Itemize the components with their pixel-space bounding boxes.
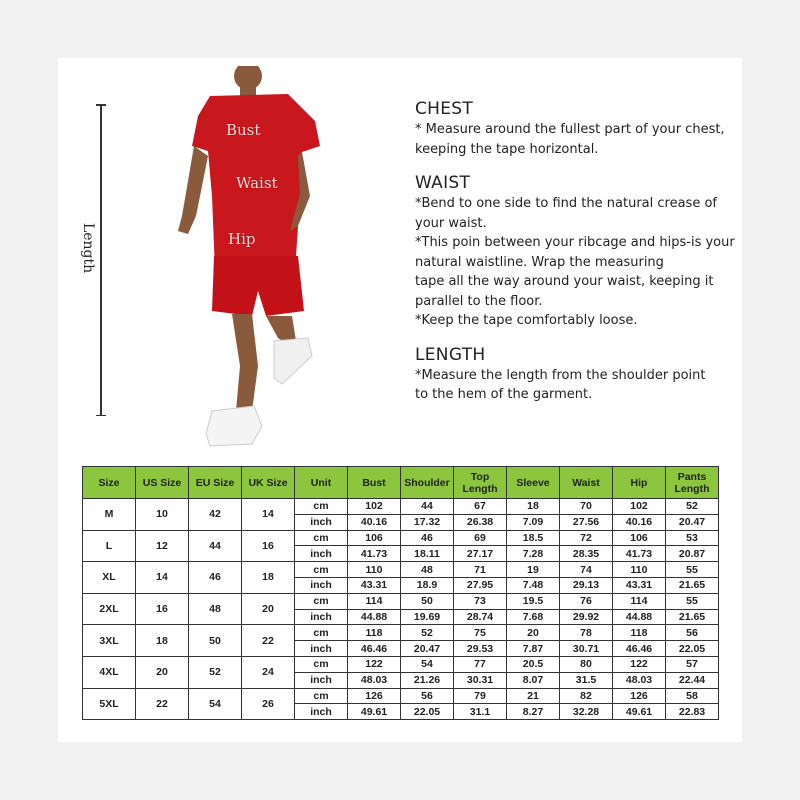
column-header: Bust: [348, 467, 401, 499]
measurement-cell: 48.03: [613, 672, 666, 688]
measurement-cell: 110: [613, 562, 666, 578]
column-header: Unit: [295, 467, 348, 499]
measurement-cell: 20.5: [507, 656, 560, 672]
measurement-cell: 29.53: [454, 641, 507, 657]
measurement-cell: 70: [560, 499, 613, 515]
measurement-cell: 22.44: [666, 672, 719, 688]
us-size-cell: 20: [136, 656, 189, 688]
length-ruler: [96, 104, 106, 416]
measurement-cell: 106: [348, 530, 401, 546]
unit-cell: inch: [295, 672, 348, 688]
unit-cell: cm: [295, 656, 348, 672]
unit-cell: inch: [295, 704, 348, 720]
measurement-cell: 56: [666, 625, 719, 641]
measurement-cell: 126: [613, 688, 666, 704]
measurement-cell: 82: [560, 688, 613, 704]
measurement-cell: 22.83: [666, 704, 719, 720]
measurement-cell: 20.87: [666, 546, 719, 562]
us-size-cell: 14: [136, 562, 189, 594]
unit-cell: cm: [295, 625, 348, 641]
info-section-length: [415, 344, 735, 405]
instruction-line: *Measure the length from the shoulder point: [415, 367, 706, 383]
measurement-cell: 29.13: [560, 577, 613, 593]
waist-label: Waist: [236, 174, 278, 192]
measurement-cell: 71: [454, 562, 507, 578]
measurement-cell: 75: [454, 625, 507, 641]
measurement-cell: 17.32: [401, 514, 454, 530]
instruction-line: to the hem of the garment.: [415, 387, 593, 402]
size-cell: XL: [83, 562, 136, 594]
table-row: [83, 593, 719, 609]
us-size-cell: 16: [136, 593, 189, 625]
measurement-cell: 27.17: [454, 546, 507, 562]
size-cell: 3XL: [83, 625, 136, 657]
instruction-line: *Bend to one side to find the natural crease of: [415, 196, 717, 211]
size-table: [82, 466, 719, 720]
measurement-cell: 114: [613, 593, 666, 609]
measurement-cell: 44: [401, 499, 454, 515]
measurement-cell: 26.38: [454, 514, 507, 530]
length-label: Length: [80, 222, 96, 274]
measurement-cell: 54: [401, 656, 454, 672]
measurement-cell: 31.5: [560, 672, 613, 688]
unit-cell: cm: [295, 530, 348, 546]
unit-cell: cm: [295, 593, 348, 609]
info-section-waist: [415, 172, 735, 331]
table-row: [83, 656, 719, 672]
measurement-cell: 8.27: [507, 704, 560, 720]
measurement-cell: 27.56: [560, 514, 613, 530]
measurement-cell: 79: [454, 688, 507, 704]
measurement-cell: 41.73: [613, 546, 666, 562]
measurement-cell: 67: [454, 499, 507, 515]
unit-cell: inch: [295, 641, 348, 657]
measurement-cell: 46.46: [348, 641, 401, 657]
measurement-cell: 43.31: [348, 577, 401, 593]
measurement-cell: 46: [401, 530, 454, 546]
uk-size-cell: 24: [242, 656, 295, 688]
measurement-cell: 40.16: [613, 514, 666, 530]
instruction-line: *Keep the tape comfortably loose.: [415, 313, 638, 328]
measurement-instructions: [415, 98, 735, 418]
measurement-cell: 48.03: [348, 672, 401, 688]
measurement-cell: 27.95: [454, 577, 507, 593]
measurement-cell: 7.28: [507, 546, 560, 562]
measurement-cell: 52: [666, 499, 719, 515]
table-row: [83, 499, 719, 515]
measurement-cell: 49.61: [348, 704, 401, 720]
measurement-cell: 74: [560, 562, 613, 578]
section-title: CHEST: [415, 99, 474, 119]
section-title: LENGTH: [415, 344, 486, 365]
uk-size-cell: 22: [242, 625, 295, 657]
unit-cell: cm: [295, 688, 348, 704]
column-header: EU Size: [189, 467, 242, 499]
measurement-cell: 122: [348, 656, 401, 672]
measurement-cell: 18: [507, 499, 560, 515]
measurement-cell: 21.65: [666, 577, 719, 593]
unit-cell: inch: [295, 609, 348, 625]
hip-label: Hip: [228, 230, 256, 248]
measurement-cell: 41.73: [348, 546, 401, 562]
size-cell: 5XL: [83, 688, 136, 720]
measurement-cell: 78: [560, 625, 613, 641]
measurement-cell: 102: [613, 499, 666, 515]
size-cell: 4XL: [83, 656, 136, 688]
instruction-line: keeping the tape horizontal.: [415, 141, 599, 157]
section-title: WAIST: [415, 173, 471, 193]
us-size-cell: 18: [136, 625, 189, 657]
measurement-cell: 40.16: [348, 514, 401, 530]
measurement-cell: 21: [507, 688, 560, 704]
eu-size-cell: 46: [189, 562, 242, 594]
table-row: [83, 625, 719, 641]
measurement-cell: 102: [348, 499, 401, 515]
measurement-cell: 76: [560, 593, 613, 609]
column-header: Size: [83, 467, 136, 499]
measurement-cell: 122: [613, 656, 666, 672]
measurement-cell: 50: [401, 593, 454, 609]
measurement-cell: 118: [348, 625, 401, 641]
eu-size-cell: 50: [189, 625, 242, 657]
measurement-cell: 19.69: [401, 609, 454, 625]
measurement-cell: 55: [666, 593, 719, 609]
measurement-cell: 69: [454, 530, 507, 546]
measurement-cell: 7.87: [507, 641, 560, 657]
bust-label: Bust: [226, 121, 261, 139]
measurement-cell: 44.88: [613, 609, 666, 625]
measurement-cell: 19.5: [507, 593, 560, 609]
measurement-cell: 18.9: [401, 577, 454, 593]
instruction-line: natural waistline. Wrap the measuring: [415, 254, 664, 270]
measurement-cell: 46.46: [613, 641, 666, 657]
instruction-line: *This poin between your ribcage and hips-is your: [415, 235, 735, 250]
measurement-cell: 126: [348, 688, 401, 704]
us-size-cell: 12: [136, 530, 189, 562]
eu-size-cell: 52: [189, 656, 242, 688]
measurement-cell: 80: [560, 656, 613, 672]
unit-cell: cm: [295, 562, 348, 578]
measurement-cell: 20.47: [666, 514, 719, 530]
measurement-cell: 110: [348, 562, 401, 578]
model-figure: [170, 66, 340, 450]
uk-size-cell: 20: [242, 593, 295, 625]
measurement-cell: 21.65: [666, 609, 719, 625]
column-header: Pants Length: [666, 467, 719, 499]
measurement-cell: 55: [666, 562, 719, 578]
measurement-cell: 73: [454, 593, 507, 609]
measurement-cell: 31.1: [454, 704, 507, 720]
measurement-cell: 72: [560, 530, 613, 546]
eu-size-cell: 44: [189, 530, 242, 562]
table-row: [83, 688, 719, 704]
size-cell: M: [83, 499, 136, 531]
measurement-cell: 77: [454, 656, 507, 672]
column-header: UK Size: [242, 467, 295, 499]
measurement-cell: 44.88: [348, 609, 401, 625]
column-header: Hip: [613, 467, 666, 499]
column-header: Top Length: [454, 467, 507, 499]
table-row: [83, 530, 719, 546]
measurement-cell: 8.07: [507, 672, 560, 688]
column-header: Waist: [560, 467, 613, 499]
measurement-cell: 32.28: [560, 704, 613, 720]
unit-cell: cm: [295, 499, 348, 515]
table-row: [83, 562, 719, 578]
measurement-cell: 28.74: [454, 609, 507, 625]
measurement-cell: 18.11: [401, 546, 454, 562]
measurement-cell: 52: [401, 625, 454, 641]
instruction-line: parallel to the floor.: [415, 293, 543, 309]
size-cell: L: [83, 530, 136, 562]
measurement-cell: 118: [613, 625, 666, 641]
measurement-cell: 7.09: [507, 514, 560, 530]
measurement-cell: 20: [507, 625, 560, 641]
measurement-cell: 22.05: [666, 641, 719, 657]
measurement-cell: 7.68: [507, 609, 560, 625]
instruction-line: tape all the way around your waist, keeping it: [415, 274, 714, 289]
measurement-cell: 56: [401, 688, 454, 704]
measurement-cell: 18.5: [507, 530, 560, 546]
measurement-cell: 30.71: [560, 641, 613, 657]
column-header: Shoulder: [401, 467, 454, 499]
us-size-cell: 10: [136, 499, 189, 531]
measurement-cell: 7.48: [507, 577, 560, 593]
measurement-cell: 29.92: [560, 609, 613, 625]
eu-size-cell: 48: [189, 593, 242, 625]
uk-size-cell: 14: [242, 499, 295, 531]
measurement-cell: 58: [666, 688, 719, 704]
uk-size-cell: 18: [242, 562, 295, 594]
unit-cell: inch: [295, 546, 348, 562]
measurement-cell: 57: [666, 656, 719, 672]
eu-size-cell: 54: [189, 688, 242, 720]
column-header: US Size: [136, 467, 189, 499]
eu-size-cell: 42: [189, 499, 242, 531]
measurement-cell: 53: [666, 530, 719, 546]
measurement-cell: 22.05: [401, 704, 454, 720]
us-size-cell: 22: [136, 688, 189, 720]
measurement-cell: 28.35: [560, 546, 613, 562]
column-header: Sleeve: [507, 467, 560, 499]
measurement-cell: 106: [613, 530, 666, 546]
instruction-line: * Measure around the fullest part of your chest,: [415, 122, 725, 137]
measurement-cell: 48: [401, 562, 454, 578]
info-section-chest: [415, 98, 735, 159]
measurement-cell: 20.47: [401, 641, 454, 657]
measurement-cell: 30.31: [454, 672, 507, 688]
measurement-cell: 43.31: [613, 577, 666, 593]
measurement-cell: 21.26: [401, 672, 454, 688]
measurement-cell: 114: [348, 593, 401, 609]
instruction-line: your waist.: [415, 215, 487, 231]
uk-size-cell: 26: [242, 688, 295, 720]
measurement-cell: 19: [507, 562, 560, 578]
size-cell: 2XL: [83, 593, 136, 625]
unit-cell: inch: [295, 577, 348, 593]
measurement-cell: 49.61: [613, 704, 666, 720]
uk-size-cell: 16: [242, 530, 295, 562]
table-header-row: [83, 467, 719, 499]
unit-cell: inch: [295, 514, 348, 530]
